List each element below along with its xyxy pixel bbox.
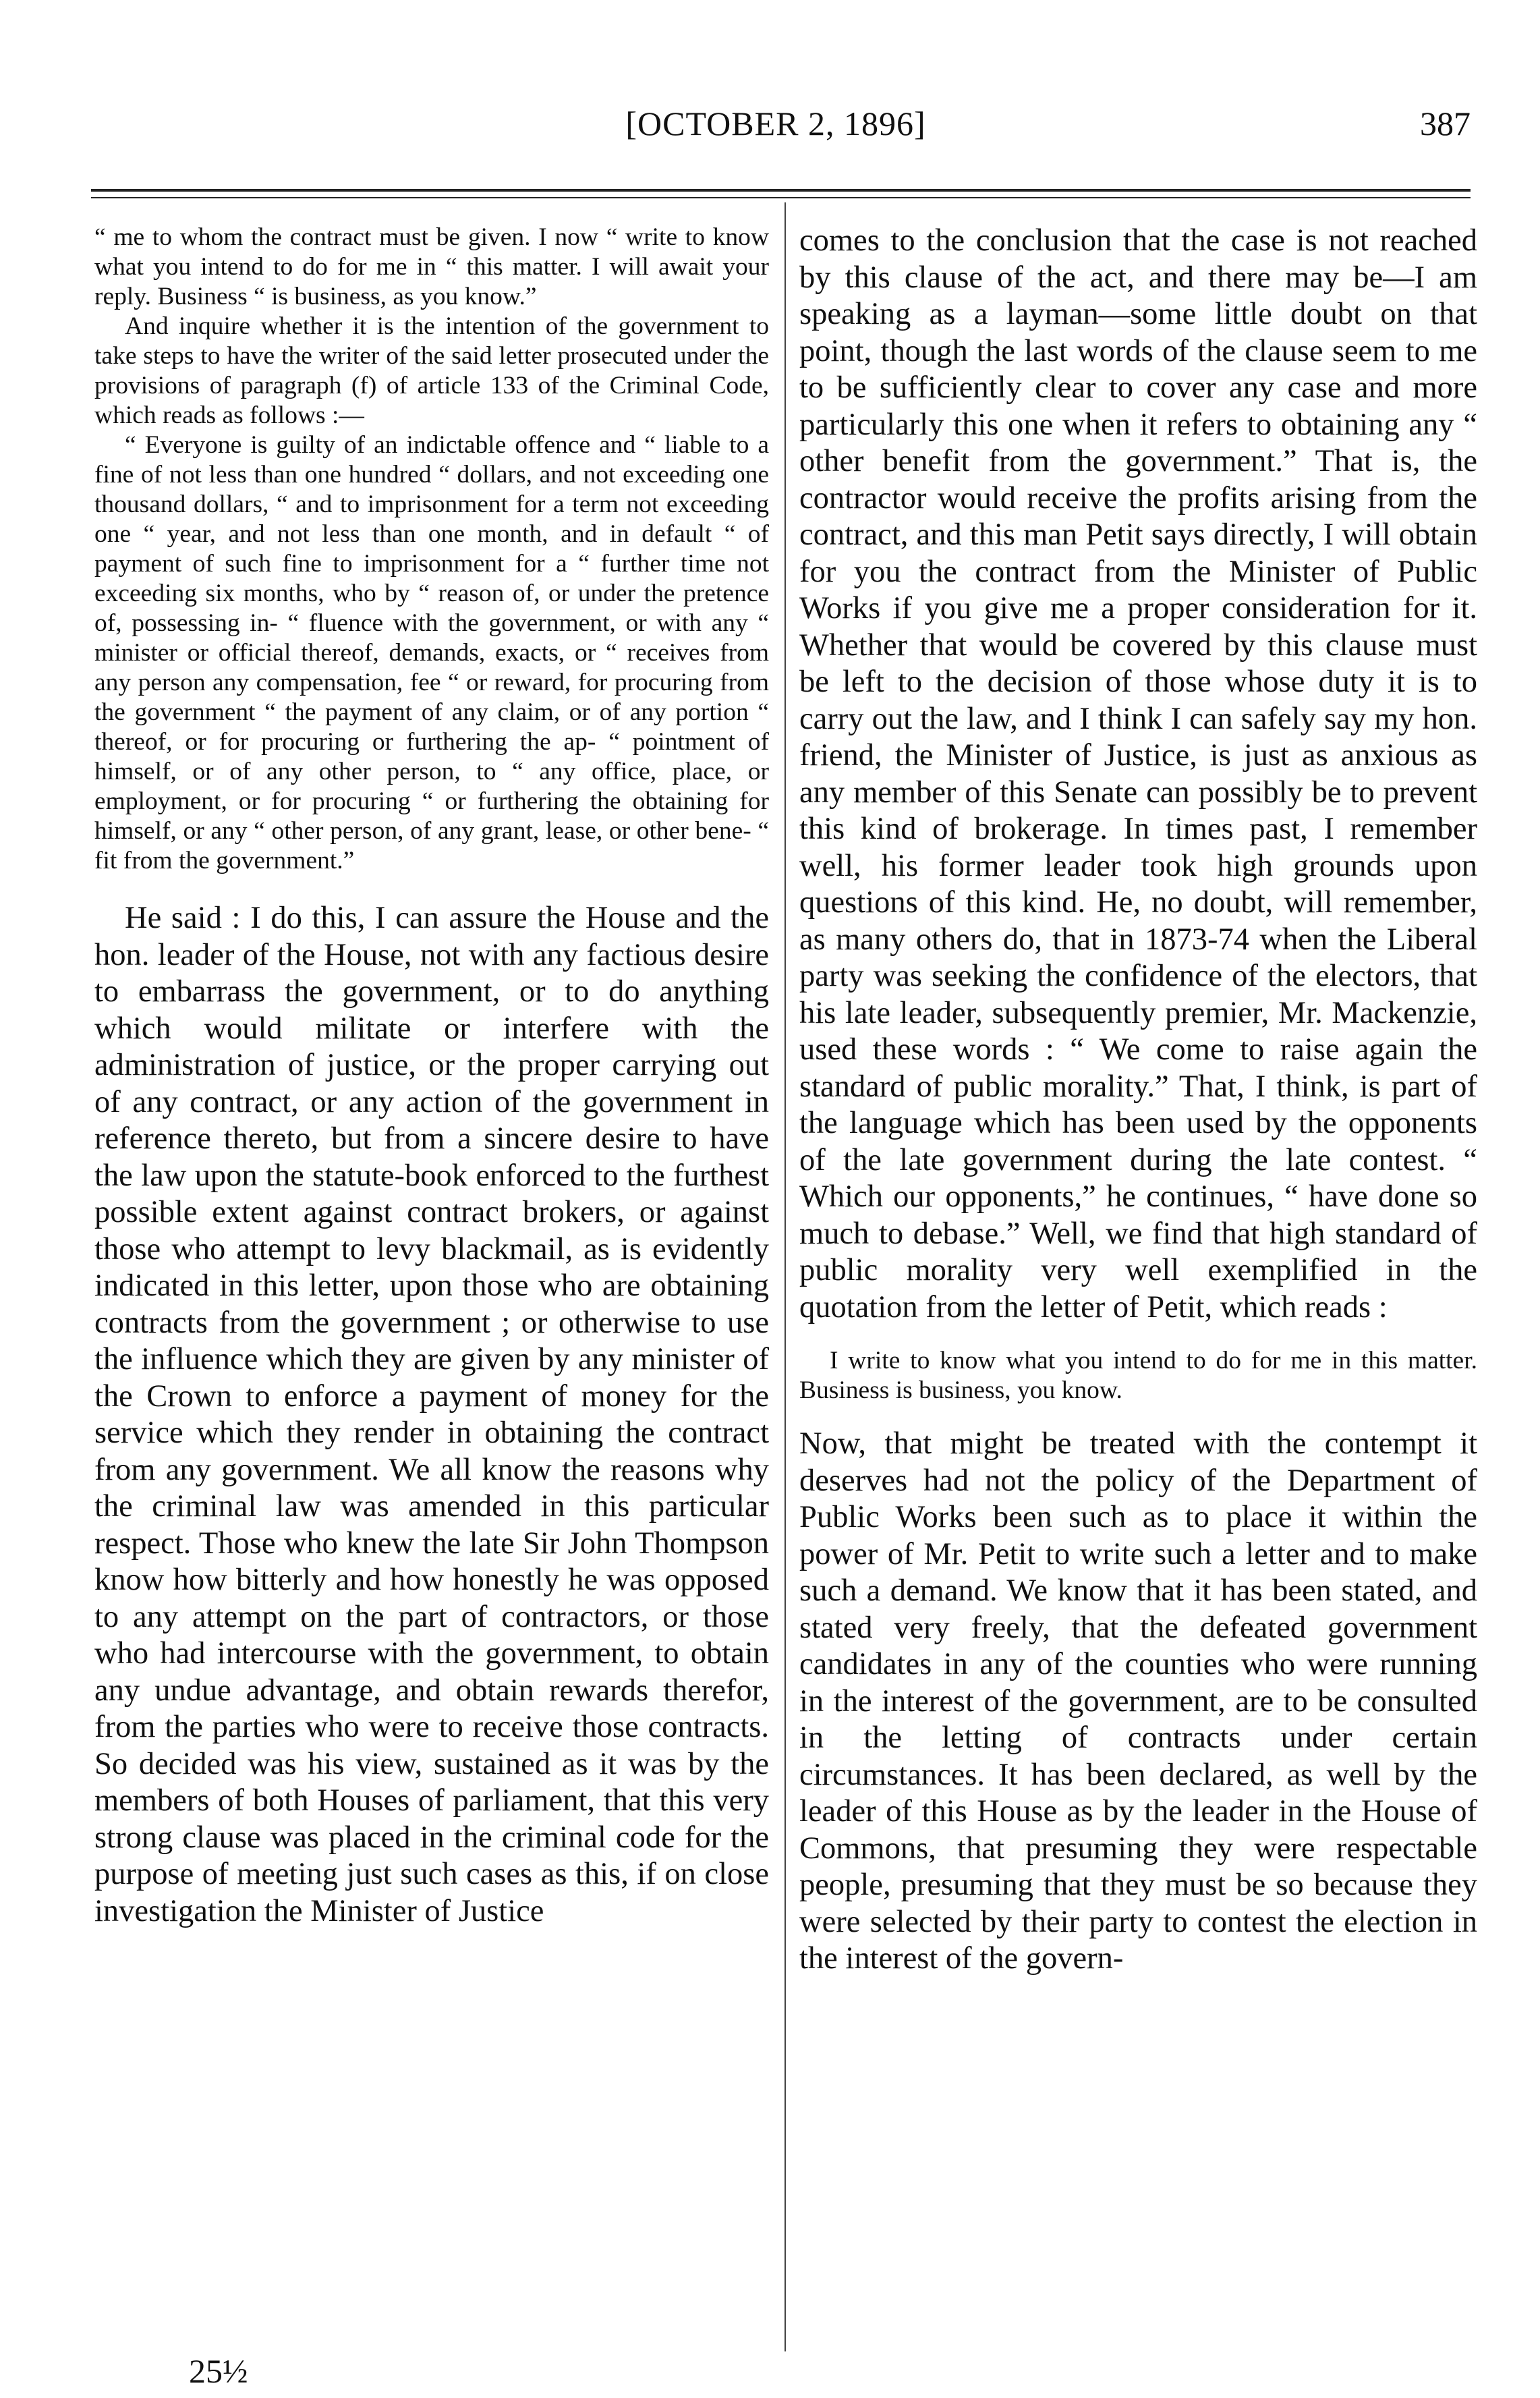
speech-paragraph: He said : I do this, I can assure the House and the hon. leader of the House, not with any factious desire to embarrass the government, or to do anything which would militate or interfere with the administration of justice, or the proper carrying out of any contract, or any action of the government in reference thereto, but from a sincere desire to have the law upon the statute-book enforced to the furthest possible extent against contract brokers, or against those who attempt to levy blackmail, as is evidently indicated in this letter, upon those who are obtaining contracts from the government ; or otherwise to use the influence which they are given by any minister of the Crown to enforce a payment of money for the service which they render in obtaining the contract from any government. We all know the reasons why the criminal law was amended in this particular respect. Those who knew the late Sir John Thompson know how bitterly and how honestly he was opposed to any attempt on the part of contractors, or those who had intercourse with the government, to obtain any undue advantage, and obtain rewards therefor, from the parties who were to receive those contracts. So decided was his view, sustained as it was by the members of both Houses of parliament, that this very strong clause was placed in the criminal code for the purpose of meeting just such cases as this, if on close investigation the Minister of Justice xyxy=(94,901,769,1928)
page-number: 387 xyxy=(1420,105,1471,142)
header-rule-thin xyxy=(91,197,1471,198)
right-column xyxy=(799,223,1477,1978)
letter-quote: I write to know what you intend to do for me in this matter. Business is business, you know. xyxy=(799,1347,1477,1404)
right-paragraph-2: Now, that might be treated with the contempt it deserves had not the policy of the Department of Public Works been such as to place it within the power of Mr. Petit to write such a letter and to make such a demand. We know that it has been stated, and stated very freely, that the defeated government candidates in any of the counties who were running in the interest of the government, are to be consulted in the letting of contracts under certain circumstances. It has been declared, as well by the leader of this House as by the leader in the House of Commons, that presuming they were respectable people, presuming that they must be so because they were selected by their party to contest the election in the interest of the govern- xyxy=(799,1426,1477,1976)
inquiry-paragraph: And inquire whether it is the intention of the government to take steps to have the writer of the said letter prosecuted under the provisions of paragraph (f) of article 133 of the Criminal Code, which reads as follows :— xyxy=(94,312,769,429)
signature-mark: 25½ xyxy=(189,2352,248,2390)
criminal-code-quote: “ Everyone is guilty of an indictable offence and “ liable to a fine of not less than one hundred “ dollars, and not exceeding one thousand dollars, “ and to imprisonment for a term not exceeding one “ year, and not less than one month, and in default “ of payment of such fine to imprisonment for a “ further time not exceeding six months, who by “ reason of, or under the pretence of, possessing in- “ fluence with the government, or with any “ minister or official thereof, demands, exacts, or “ receives from any person any compensation, fee “ or reward, for procuring from the government “ the payment of any claim, or of any portion “ thereof, or for procuring or furthering the ap- “ pointment of himself, or of any other person, to “ any office, place, or employment, or for procuring “ or furthering the obtaining for himself, or any “ other person, of any grant, lease, or other bene- “ fit from the government.” xyxy=(94,431,769,874)
column-divider xyxy=(785,202,786,2351)
header-rule xyxy=(91,189,1471,192)
left-column xyxy=(94,223,769,1930)
quoted-letter-continuation: “ me to whom the contract must be given. I now “ write to know what you intend to do for me in “ this matter. I will await your reply. Business “ is business, as you know.” xyxy=(94,223,769,310)
issue-date: [OCTOBER 2, 1896] xyxy=(625,105,926,142)
page-header xyxy=(81,94,1471,148)
right-paragraph-1: comes to the conclusion that the case is not reached by this clause of the act, and there may be—I am speaking as a layman—some little doubt on that point, though the last words of the clause seem to me to be sufficiently clear to cover any case and more particularly this one when it refers to obtaining any “ other benefit from the government.” That is, the contractor would receive the profits arising from the contract, and this man Petit says directly, I will obtain for you the contract from the Minister of Public Works if you give me a proper consideration for it. Whether that would be covered by this clause must be left to the decision of those whose duty it is to carry out the law, and I think I can safely say my hon. friend, the Minister of Justice, is just as anxious as any member of this Senate can possibly be to prevent this kind of brokerage. In times past, I remember well, his former leader took high grounds upon questions of this kind. He, no doubt, will remember, as many others do, that in 1873-74 when the Liberal party was seeking the confidence of the electors, that his late leader, subsequently premier, Mr. Mackenzie, used these words : “ We come to raise again the standard of public morality.” That, I think, is part of the language which has been used by the opponents of the late government during the late contest. “ Which our opponents,” he continues, “ have done so much to debase.” Well, we find that high standard of public morality very well exemplified in the quotation from the letter of Petit, which reads : xyxy=(799,223,1477,1325)
